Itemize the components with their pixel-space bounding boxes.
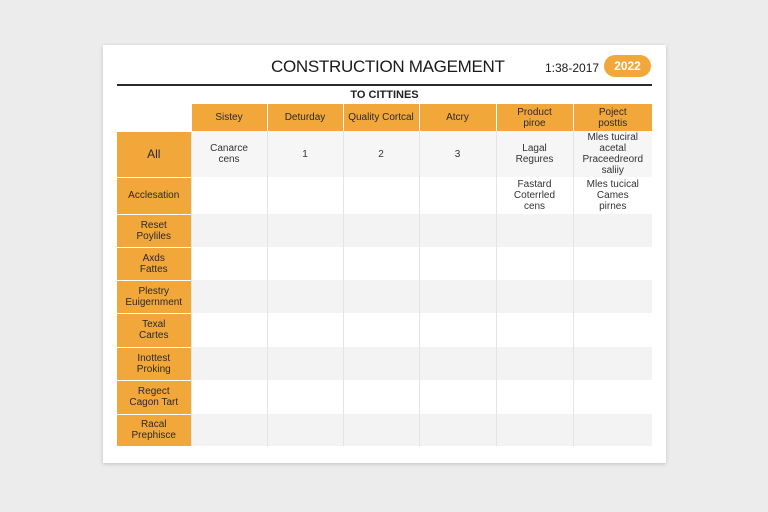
table-cell [343,280,419,313]
row-header: Inottest Proking [117,347,191,380]
table-row [117,380,652,414]
table-cell [419,247,496,280]
table-row [117,131,652,177]
row-header: Plestry Euigernment [117,280,191,313]
table-cell: 3 [419,131,496,177]
table-cell [343,247,419,280]
table-cell [191,313,267,347]
table-row [117,177,652,214]
table-cell [573,313,652,347]
table-cell [419,414,496,446]
table-cell: Canarce cens [191,131,267,177]
table-row [117,247,652,280]
row-header: Racal Prephisce [117,414,191,446]
title-divider [117,84,652,86]
table-cell [419,347,496,380]
table-cell [191,247,267,280]
table-cell [191,214,267,247]
table-cell [419,313,496,347]
table-row [117,347,652,380]
table-cell [419,177,496,214]
column-header: Quality Cortcal [343,104,419,131]
table-cell [343,313,419,347]
table-row [117,280,652,313]
table-cell [343,380,419,414]
row-header: Texal Cartes [117,313,191,347]
table-cell [496,313,573,347]
corner-cell [117,104,191,131]
table-cell [267,414,343,446]
table-cell [267,380,343,414]
table-cell [573,214,652,247]
table-cell [573,280,652,313]
table-cell: Mles tuciral acetal Praceedreord saliiy [573,131,652,177]
table-cell [573,247,652,280]
row-header: Regect Cagon Tart [117,380,191,414]
table-cell [267,177,343,214]
row-header: Axds Fattes [117,247,191,280]
table-header-row [117,104,652,131]
table-cell [573,414,652,446]
table-cell [419,214,496,247]
column-header: Product piroe [496,104,573,131]
row-header: All [117,131,191,177]
column-header: Atcry [419,104,496,131]
table-cell [496,280,573,313]
table-cell: Lagal Regures [496,131,573,177]
table-cell: Mles tucical Cames pirnes [573,177,652,214]
table-cell [191,280,267,313]
table-cell [343,177,419,214]
table-cell [267,313,343,347]
table-cell [419,380,496,414]
year-badge: 2022 [604,55,651,77]
table-cell [573,347,652,380]
table-cell [267,247,343,280]
column-header: Poject posttis [573,104,652,131]
row-header: Reset Poyliles [117,214,191,247]
row-header: Acclesation [117,177,191,214]
page-title: CONSTRUCTION MAGEMENT [271,57,505,76]
column-header: Deturday [267,104,343,131]
table-cell [496,380,573,414]
schedule-table [117,104,652,446]
table-cell: Fastard Coterrled cens [496,177,573,214]
table-cell [496,347,573,380]
table-cell [191,347,267,380]
table-cell [191,380,267,414]
table-row [117,414,652,446]
table-cell [343,214,419,247]
table-cell [267,280,343,313]
table-cell: 1 [267,131,343,177]
table-row [117,214,652,247]
table-cell [191,177,267,214]
table-subtitle: TO CITTINES [350,89,419,101]
table-cell [496,214,573,247]
table-cell [573,380,652,414]
table-cell [419,280,496,313]
table-cell [496,414,573,446]
table-cell [267,347,343,380]
column-header: Sistey [191,104,267,131]
table-row [117,313,652,347]
date-label: 1:38-2017 [545,61,600,75]
table-cell [343,414,419,446]
document-sheet [103,45,666,463]
table-cell [496,247,573,280]
table-cell [267,214,343,247]
table-cell [343,347,419,380]
table-cell [191,414,267,446]
table-cell: 2 [343,131,419,177]
